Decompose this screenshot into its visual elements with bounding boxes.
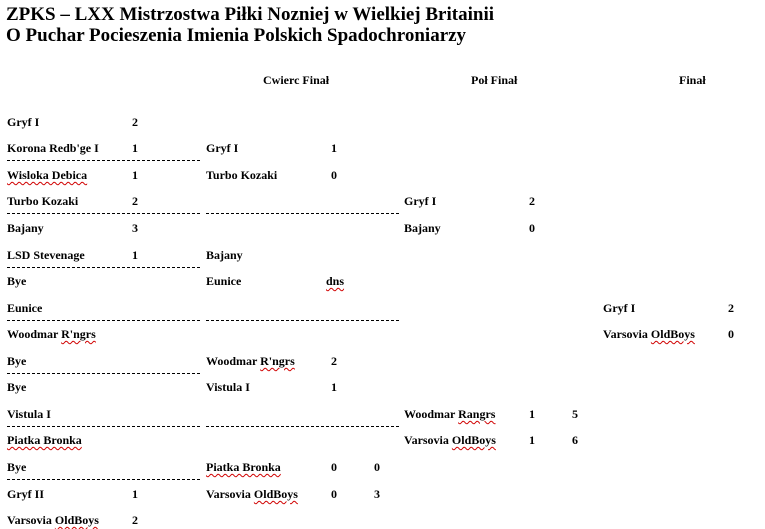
semifinal-score: 2	[529, 194, 535, 208]
final-score: 2	[728, 301, 734, 315]
semifinal-score: 1	[529, 433, 535, 447]
team-name-part: Rangrs	[458, 407, 496, 421]
round1-team: Gryf II	[7, 487, 44, 501]
quarterfinal-extra-score: 0	[374, 460, 380, 474]
round1-team	[7, 327, 96, 341]
team-name: Woodmar R'ngrs	[7, 327, 96, 341]
round-header-final: Finał	[679, 73, 706, 87]
round1-team: Turbo Kozaki	[7, 194, 79, 208]
match-separator	[7, 320, 200, 321]
quarterfinal-extra-score: 3	[374, 487, 380, 501]
round1-team: Bajany	[7, 221, 44, 235]
quarterfinal-team: Bajany	[206, 248, 243, 262]
match-separator	[206, 320, 399, 321]
round1-score: 1	[132, 487, 138, 501]
round1-score: 2	[132, 115, 138, 129]
semifinal-team: Gryf I	[404, 194, 437, 208]
quarterfinal-team: Vistula I	[206, 380, 250, 394]
team-name-part: OldBoys	[253, 487, 298, 501]
round1-team: Gryf I	[7, 115, 40, 129]
quarterfinal-team: Varsovia OldBoys	[206, 487, 298, 501]
round-header-semifinal: Poł Finał	[471, 73, 518, 87]
semifinal-extra-score: 5	[572, 407, 578, 421]
quarterfinal-team: Woodmar R'ngrs	[206, 354, 295, 368]
match-separator	[7, 160, 200, 161]
round1-team: Bye	[7, 274, 27, 288]
semifinal-extra-score: 6	[572, 433, 578, 447]
semifinal-team: Varsovia OldBoys	[404, 433, 496, 447]
match-separator	[7, 267, 200, 268]
semifinal-team: Woodmar Rangrs	[404, 407, 496, 421]
page-subtitle: O Puchar Pocieszenia Imienia Polskich Spadochroniarzy	[6, 25, 467, 46]
semifinal-score: 0	[529, 221, 535, 235]
round1-team: Varsovia OldBoys	[7, 513, 99, 527]
final-team: Gryf I	[603, 301, 636, 315]
team-name-part: OldBoys	[451, 433, 496, 447]
round1-score: 2	[132, 513, 138, 527]
team-name-part: R'ngrs	[260, 354, 295, 368]
round1-team: Wisloka Debica	[7, 168, 88, 182]
round1-score: 1	[132, 248, 138, 262]
quarterfinal-score: 0	[331, 487, 337, 501]
match-separator	[7, 426, 200, 427]
round1-score: 1	[132, 168, 138, 182]
round1-team: Bye	[7, 354, 27, 368]
quarterfinal-score: 0	[331, 460, 337, 474]
round1-score: 3	[132, 221, 138, 235]
page-title: ZPKS – LXX Mistrzostwa Piłki Nozniej w Wielkiej Britainii	[6, 4, 494, 25]
quarterfinal-score: 0	[331, 168, 337, 182]
round-header-quarterfinal: Cwierc Finał	[263, 73, 330, 87]
round1-team: Bye	[7, 380, 27, 394]
match-separator	[7, 373, 200, 374]
team-name-part: OldBoys	[54, 513, 99, 527]
round1-score: 2	[132, 194, 138, 208]
quarterfinal-score: dns	[326, 274, 345, 288]
match-separator	[206, 213, 399, 214]
round1-team: Piatka Bronka	[7, 433, 82, 447]
match-separator	[7, 213, 200, 214]
quarterfinal-team: Piatka Bronka	[206, 460, 281, 474]
quarterfinal-team: Turbo Kozaki	[206, 168, 278, 182]
semifinal-team: Bajany	[404, 221, 441, 235]
final-score: 0	[728, 327, 734, 341]
team-name-part: OldBoys	[650, 327, 695, 341]
round1-team: LSD Stevenage	[7, 248, 85, 262]
round1-team: Korona Redb'ge I	[7, 141, 99, 155]
quarterfinal-team: Eunice	[206, 274, 242, 288]
match-separator	[7, 479, 200, 480]
quarterfinal-score: 2	[331, 354, 337, 368]
quarterfinal-score: 1	[331, 141, 337, 155]
final-team: Varsovia OldBoys	[603, 327, 695, 341]
quarterfinal-team: Gryf I	[206, 141, 239, 155]
round1-team: Vistula I	[7, 407, 51, 421]
round1-team: Eunice	[7, 301, 43, 315]
team-name-part: R'ngrs	[61, 327, 96, 341]
round1-team: Bye	[7, 460, 27, 474]
semifinal-score: 1	[529, 407, 535, 421]
round1-score: 1	[132, 141, 138, 155]
match-separator	[206, 426, 399, 427]
quarterfinal-score: 1	[331, 380, 337, 394]
